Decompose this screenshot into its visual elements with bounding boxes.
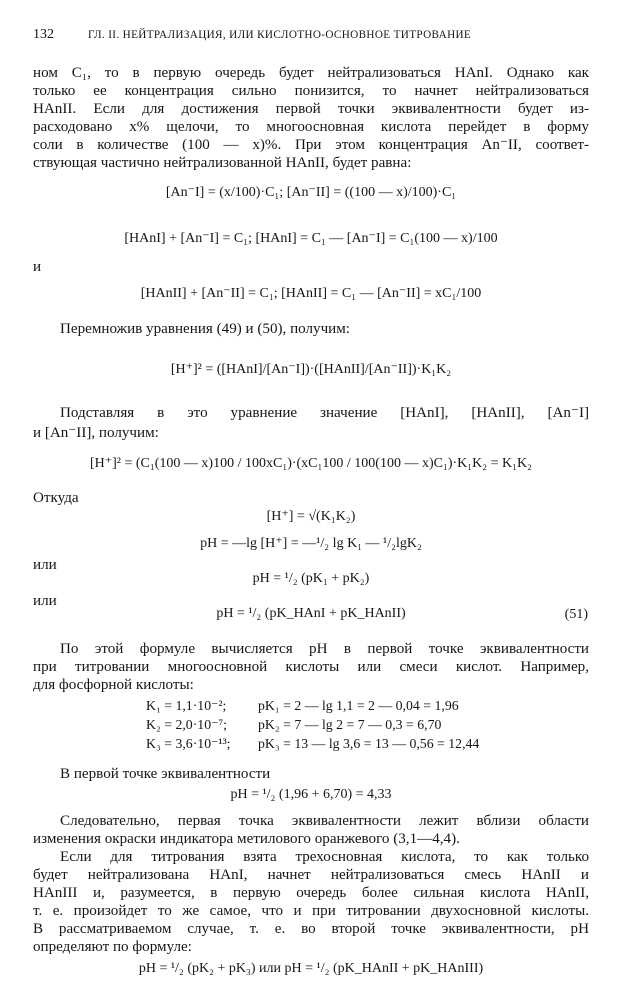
text-line: Перемножив уравнения (49) и (50), получим: xyxy=(60,321,351,337)
equation: [H⁺]² = (C₁(100 — x)100 / 100xC₁)·(xC₁100 / 100(100 — x)C₁)·K₁K₂ = K₁K₂ xyxy=(89,456,533,471)
text-line: Следовательно, первая точка эквивалентности лежит вблизи области xyxy=(60,813,589,829)
text-line: будет нейтрализована HAnI, начнет нейтрализоваться смесь HAnII и xyxy=(33,867,589,883)
equation-number: (51) xyxy=(564,607,588,622)
equation: pH = ¹/₂ (1,96 + 6,70) = 4,33 xyxy=(230,787,392,802)
word-or: или xyxy=(33,557,57,573)
page-number: 132 xyxy=(33,27,54,42)
text-line: В рассматриваемом случае, т. е. во второй точке эквивалентности, pH xyxy=(33,921,589,937)
text-line: ствующая частично нейтрализованной HAnII, будет равна: xyxy=(33,155,412,171)
word-or: или xyxy=(33,593,57,609)
text-line: изменения окраски индикатора метилового оранжевого (3,1—4,4). xyxy=(33,831,460,847)
running-header: ГЛ. II. НЕЙТРАЛИЗАЦИЯ, ИЛИ КИСЛОТНО-ОСНОВНОЕ ТИТРОВАНИЕ xyxy=(88,29,472,41)
text-line: при титровании многоосновной кислоты или смеси кислот. Например, xyxy=(33,659,589,675)
text-line: ном C₁, то в первую очередь будет нейтрализоваться HAnI. Однако как xyxy=(33,65,589,81)
text-line: HAnIII и, разумеется, в первую очередь более сильная кислота HAnII, xyxy=(33,885,589,901)
equation: [H⁺] = √(K₁K₂) xyxy=(266,509,356,524)
text-line: и [An⁻II], получим: xyxy=(33,425,159,441)
equation: pH = —lg [H⁺] = —¹/₂ lg K₁ — ¹/₂lgK₂ xyxy=(200,536,422,551)
pk-calc: pK₂ = 7 — lg 2 = 7 — 0,3 = 6,70 xyxy=(258,717,442,732)
text-line: расходовано x% щелочи, то многоосновная кислота перейдет в форму xyxy=(33,119,589,135)
equation: [H⁺]² = ([HAnI]/[An⁻I])·([HAnII]/[An⁻II])·K₁K₂ xyxy=(170,362,452,377)
constants-row xyxy=(146,735,479,752)
text-line: HAnII. Если для достижения первой точки эквивалентности будет из- xyxy=(33,101,589,117)
word-whence: Откуда xyxy=(33,490,79,506)
text-line: Если для титрования взята трехосновная кислота, то как только xyxy=(60,849,589,865)
constants-row xyxy=(146,697,459,714)
equation: [HAnII] + [An⁻II] = C₁; [HAnII] = C₁ — [An⁻II] = xC₁/100 xyxy=(140,286,482,301)
text-line: соли в количестве (100 — x)%. При этом концентрация An⁻II, соответ- xyxy=(33,137,589,153)
k-value: K₂ = 2,0·10⁻⁷; xyxy=(146,717,228,732)
text-line: для фосфорной кислоты: xyxy=(33,677,194,693)
text-line: определяют по формуле: xyxy=(33,939,192,955)
text-line: только ее концентрация сильно понизится, то начнет нейтрализоваться xyxy=(33,83,589,99)
conjunction-and: и xyxy=(33,259,42,275)
equation: pH = ¹/₂ (pK_HAnI + pK_HAnII) xyxy=(216,606,406,621)
text-line: Подставляя в это уравнение значение [HAnI], [HAnII], [An⁻I] xyxy=(60,405,589,421)
text-line: т. е. произойдет то же самое, что и при титровании двухосновной кислоты. xyxy=(33,903,589,919)
text-line: По этой формуле вычисляется pH в первой точке эквивалентности xyxy=(60,641,589,657)
equation: [An⁻I] = (x/100)·C₁; [An⁻II] = ((100 — x)/100)·C₁ xyxy=(165,185,457,200)
text-line: В первой точке эквивалентности xyxy=(60,766,271,782)
equation: pH = ¹/₂ (pK₁ + pK₂) xyxy=(252,571,370,586)
pk-calc: pK₁ = 2 — lg 1,1 = 2 — 0,04 = 1,96 xyxy=(258,698,459,713)
k-value: K₃ = 3,6·10⁻¹³; xyxy=(146,736,231,751)
pk-calc: pK₃ = 13 — lg 3,6 = 13 — 0,56 = 12,44 xyxy=(258,736,480,751)
equation: [HAnI] + [An⁻I] = C₁; [HAnI] = C₁ — [An⁻I] = C₁(100 — x)/100 xyxy=(124,231,498,246)
equation: pH = ¹/₂ (pK₂ + pK₃) или pH = ¹/₂ (pK_HAnII + pK_HAnIII) xyxy=(138,961,484,976)
constants-row xyxy=(146,716,441,733)
k-value: K₁ = 1,1·10⁻²; xyxy=(146,698,227,713)
